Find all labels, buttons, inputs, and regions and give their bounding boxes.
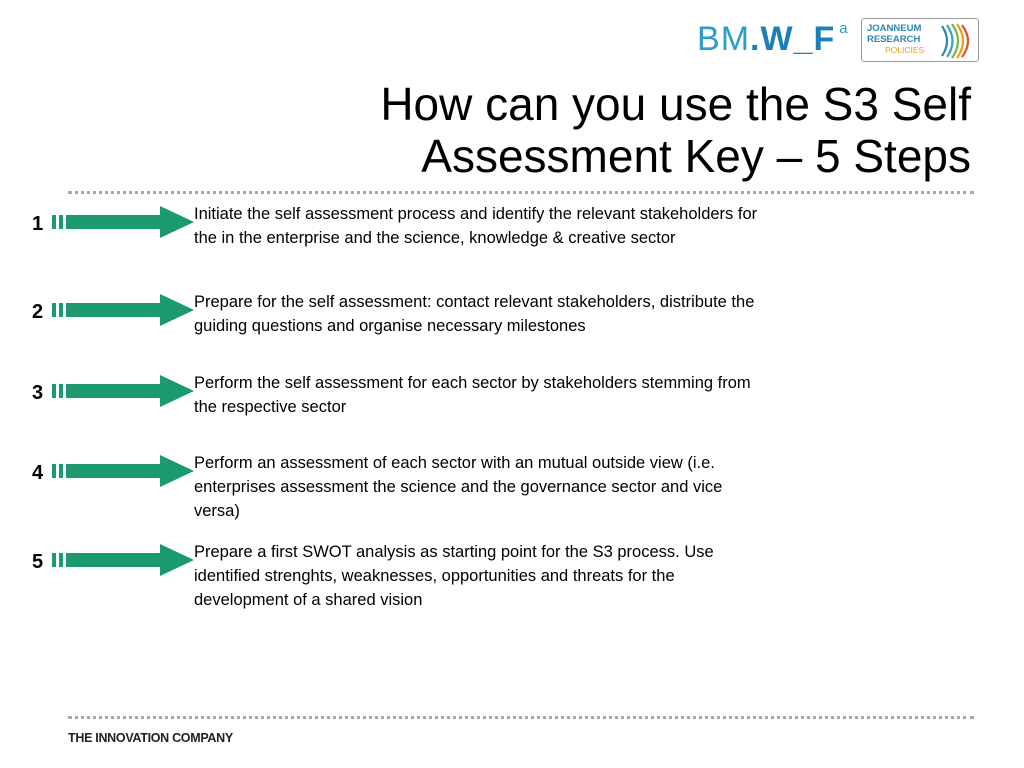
top-divider [68, 191, 974, 194]
right-arrow-icon [52, 375, 196, 411]
bmwf-logo-dot: . [750, 20, 761, 58]
step-description: Perform an assessment of each sector with an mutual outside view (i.e. enterprises assessment the science and the governance sector and vice versa) [194, 454, 723, 520]
bmwf-logo-f: F [813, 20, 836, 58]
bmwf-logo-underscore: _ [793, 20, 814, 58]
bmwf-logo [697, 20, 849, 64]
page-title-line1: How can you use the S3 Self [380, 78, 971, 130]
step-description: Prepare a first SWOT analysis as starting point for the S3 process. Use identified strenghts, weaknesses, opportunities and threats for the development of a shared vision [194, 543, 714, 609]
step-description: Perform the self assessment for each sector by stakeholders stemming from the respective sector [194, 374, 751, 416]
right-arrow-icon [52, 294, 196, 330]
page-title-line2: Assessment Key – 5 Steps [421, 130, 971, 182]
step-description: Initiate the self assessment process and identify the relevant stakeholders for the in the enterprise and the science, knowledge & creative sector [194, 205, 758, 247]
page-title [271, 78, 971, 182]
step-number: 3 [32, 382, 44, 404]
bmwf-logo-b: B [697, 20, 721, 58]
step-description: Prepare for the self assessment: contact relevant stakeholders, distribute the guiding questions and organise necessary milestones [194, 293, 755, 335]
right-arrow-icon [52, 206, 196, 242]
joanneum-research-logo [861, 18, 979, 62]
right-arrow-icon [52, 455, 196, 491]
bottom-divider [68, 716, 974, 719]
joanneum-logo-line3: POLICIES [885, 45, 925, 55]
bmwf-logo-m: M [720, 20, 751, 58]
bmwf-logo-w: W [760, 20, 794, 58]
step-number: 1 [32, 213, 44, 235]
joanneum-logo-text [867, 23, 924, 56]
step-number: 4 [32, 462, 44, 484]
bmwf-logo-sup: a [839, 20, 849, 37]
step-number: 2 [32, 301, 44, 323]
footer-tagline: THE INNOVATION COMPANY [68, 731, 233, 745]
joanneum-arcs-icon [936, 22, 976, 60]
step-number: 5 [32, 551, 44, 573]
right-arrow-icon [52, 544, 196, 580]
joanneum-logo-line1: JOANNEUM [867, 23, 922, 34]
joanneum-logo-line2: RESEARCH [867, 34, 921, 45]
